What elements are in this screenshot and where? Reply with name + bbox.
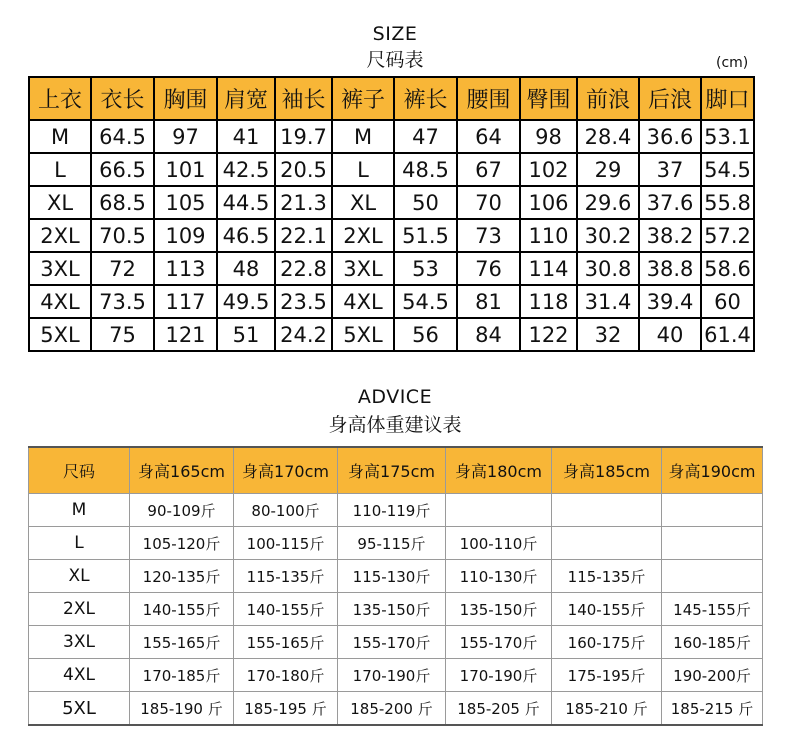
size-header-cell: 脚口 xyxy=(701,77,754,120)
advice-cell: L xyxy=(29,527,130,560)
advice-cell: 140-155斤 xyxy=(130,593,234,626)
advice-cell: 4XL xyxy=(29,659,130,692)
size-cell: 68.5 xyxy=(91,186,154,219)
size-cell: 2XL xyxy=(332,219,394,252)
size-cell: 22.1 xyxy=(275,219,332,252)
size-cell: 75 xyxy=(91,318,154,351)
table-row xyxy=(29,252,754,285)
size-cell: 48.5 xyxy=(394,153,457,186)
size-title-en: SIZE xyxy=(372,23,418,45)
size-header-cell: 肩宽 xyxy=(217,77,275,120)
size-cell: 66.5 xyxy=(91,153,154,186)
size-cell: 5XL xyxy=(29,318,91,351)
size-cell: 61.4 xyxy=(701,318,754,351)
advice-table xyxy=(28,446,763,726)
advice-cell: 115-130斤 xyxy=(338,560,446,593)
advice-cell: 155-165斤 xyxy=(130,626,234,659)
size-cell: 58.6 xyxy=(701,252,754,285)
advice-cell: 155-170斤 xyxy=(446,626,552,659)
size-cell: 24.2 xyxy=(275,318,332,351)
table-row xyxy=(29,560,763,593)
size-cell: 5XL xyxy=(332,318,394,351)
size-cell: 29 xyxy=(577,153,639,186)
size-cell: 41 xyxy=(217,120,275,153)
size-header-row xyxy=(29,77,754,120)
advice-cell xyxy=(662,560,763,593)
size-cell: M xyxy=(332,120,394,153)
size-header-cell: 腰围 xyxy=(457,77,520,120)
size-cell: 51 xyxy=(217,318,275,351)
size-cell: 3XL xyxy=(332,252,394,285)
table-row xyxy=(29,219,754,252)
advice-cell: 80-100斤 xyxy=(234,494,338,527)
size-cell: 30.8 xyxy=(577,252,639,285)
size-cell: 22.8 xyxy=(275,252,332,285)
advice-header-cell: 身高185cm xyxy=(552,447,662,494)
size-cell: 102 xyxy=(520,153,577,186)
table-row xyxy=(29,285,754,318)
advice-cell: 135-150斤 xyxy=(338,593,446,626)
size-cell: 55.8 xyxy=(701,186,754,219)
size-header-cell: 后浪 xyxy=(639,77,701,120)
size-cell: L xyxy=(29,153,91,186)
size-cell: 110 xyxy=(520,219,577,252)
advice-cell: 140-155斤 xyxy=(552,593,662,626)
size-cell: 54.5 xyxy=(701,153,754,186)
advice-cell: 140-155斤 xyxy=(234,593,338,626)
advice-cell: 185-205 斤 xyxy=(446,692,552,726)
size-cell: 20.5 xyxy=(275,153,332,186)
table-row xyxy=(29,527,763,560)
size-cell: 39.4 xyxy=(639,285,701,318)
advice-cell: 115-135斤 xyxy=(552,560,662,593)
size-cell: 2XL xyxy=(29,219,91,252)
size-cell: 64.5 xyxy=(91,120,154,153)
size-cell: 46.5 xyxy=(217,219,275,252)
size-cell: 113 xyxy=(154,252,217,285)
size-header-cell: 袖长 xyxy=(275,77,332,120)
size-cell: 57.2 xyxy=(701,219,754,252)
size-cell: 32 xyxy=(577,318,639,351)
advice-cell xyxy=(662,494,763,527)
size-cell: 4XL xyxy=(29,285,91,318)
size-cell: 23.5 xyxy=(275,285,332,318)
advice-cell: 95-115斤 xyxy=(338,527,446,560)
size-cell: L xyxy=(332,153,394,186)
advice-cell: 185-210 斤 xyxy=(552,692,662,726)
advice-cell: 155-165斤 xyxy=(234,626,338,659)
advice-cell: 160-185斤 xyxy=(662,626,763,659)
advice-cell: 185-200 斤 xyxy=(338,692,446,726)
size-cell: 72 xyxy=(91,252,154,285)
size-cell: 98 xyxy=(520,120,577,153)
advice-cell: 170-180斤 xyxy=(234,659,338,692)
size-header-cell: 胸围 xyxy=(154,77,217,120)
advice-cell: M xyxy=(29,494,130,527)
size-header-cell: 裤长 xyxy=(394,77,457,120)
size-cell: 40 xyxy=(639,318,701,351)
advice-cell: 120-135斤 xyxy=(130,560,234,593)
advice-cell: 170-185斤 xyxy=(130,659,234,692)
advice-cell: 110-130斤 xyxy=(446,560,552,593)
size-cell: 54.5 xyxy=(394,285,457,318)
size-cell: 56 xyxy=(394,318,457,351)
size-unit-label: (cm) xyxy=(716,55,749,71)
advice-cell: 185-190 斤 xyxy=(130,692,234,726)
advice-cell: 175-195斤 xyxy=(552,659,662,692)
advice-cell xyxy=(552,527,662,560)
size-cell: 38.2 xyxy=(639,219,701,252)
size-cell: 84 xyxy=(457,318,520,351)
size-cell: 42.5 xyxy=(217,153,275,186)
size-cell: 64 xyxy=(457,120,520,153)
advice-cell xyxy=(446,494,552,527)
size-cell: 28.4 xyxy=(577,120,639,153)
size-cell: M xyxy=(29,120,91,153)
advice-header-cell: 尺码 xyxy=(29,447,130,494)
size-cell: 47 xyxy=(394,120,457,153)
size-header-cell: 裤子 xyxy=(332,77,394,120)
table-row xyxy=(29,120,754,153)
advice-header-cell: 身高190cm xyxy=(662,447,763,494)
advice-cell: 145-155斤 xyxy=(662,593,763,626)
advice-header-cell: 身高180cm xyxy=(446,447,552,494)
size-header-cell: 上衣 xyxy=(29,77,91,120)
size-cell: 36.6 xyxy=(639,120,701,153)
table-row xyxy=(29,626,763,659)
size-cell: 118 xyxy=(520,285,577,318)
advice-cell: 110-119斤 xyxy=(338,494,446,527)
size-cell: 31.4 xyxy=(577,285,639,318)
size-cell: XL xyxy=(29,186,91,219)
size-cell: 101 xyxy=(154,153,217,186)
advice-cell: 100-110斤 xyxy=(446,527,552,560)
advice-header-cell: 身高165cm xyxy=(130,447,234,494)
advice-cell: 185-215 斤 xyxy=(662,692,763,726)
size-cell: 121 xyxy=(154,318,217,351)
advice-header-cell: 身高175cm xyxy=(338,447,446,494)
size-cell: 21.3 xyxy=(275,186,332,219)
advice-cell: 2XL xyxy=(29,593,130,626)
size-cell: 53 xyxy=(394,252,457,285)
size-cell: 67 xyxy=(457,153,520,186)
advice-cell: 185-195 斤 xyxy=(234,692,338,726)
size-cell: 53.1 xyxy=(701,120,754,153)
size-cell: 114 xyxy=(520,252,577,285)
size-cell: 51.5 xyxy=(394,219,457,252)
size-header-cell: 臀围 xyxy=(520,77,577,120)
advice-title-en: ADVICE xyxy=(357,386,433,408)
size-cell: 105 xyxy=(154,186,217,219)
advice-cell: 90-109斤 xyxy=(130,494,234,527)
size-cell: 122 xyxy=(520,318,577,351)
advice-cell: XL xyxy=(29,560,130,593)
size-cell: 76 xyxy=(457,252,520,285)
advice-cell: 170-190斤 xyxy=(338,659,446,692)
advice-cell: 170-190斤 xyxy=(446,659,552,692)
advice-cell: 100-115斤 xyxy=(234,527,338,560)
advice-cell: 155-170斤 xyxy=(338,626,446,659)
size-cell: 73 xyxy=(457,219,520,252)
advice-cell: 115-135斤 xyxy=(234,560,338,593)
size-cell: 117 xyxy=(154,285,217,318)
size-cell: 50 xyxy=(394,186,457,219)
table-row xyxy=(29,659,763,692)
table-row xyxy=(29,318,754,351)
table-row xyxy=(29,692,763,726)
size-cell: 48 xyxy=(217,252,275,285)
advice-cell xyxy=(552,494,662,527)
size-cell: 49.5 xyxy=(217,285,275,318)
size-cell: 70.5 xyxy=(91,219,154,252)
advice-cell: 190-200斤 xyxy=(662,659,763,692)
size-cell: XL xyxy=(332,186,394,219)
size-title-zh: 尺码表 xyxy=(366,49,424,71)
size-cell: 70 xyxy=(457,186,520,219)
size-cell: 109 xyxy=(154,219,217,252)
table-row xyxy=(29,186,754,219)
size-cell: 44.5 xyxy=(217,186,275,219)
advice-cell: 3XL xyxy=(29,626,130,659)
size-cell: 38.8 xyxy=(639,252,701,285)
size-cell: 97 xyxy=(154,120,217,153)
advice-header-cell: 身高170cm xyxy=(234,447,338,494)
table-row xyxy=(29,494,763,527)
size-cell: 19.7 xyxy=(275,120,332,153)
size-cell: 29.6 xyxy=(577,186,639,219)
size-cell: 37.6 xyxy=(639,186,701,219)
size-header-cell: 前浪 xyxy=(577,77,639,120)
size-cell: 3XL xyxy=(29,252,91,285)
advice-cell: 105-120斤 xyxy=(130,527,234,560)
table-row xyxy=(29,153,754,186)
advice-cell: 135-150斤 xyxy=(446,593,552,626)
advice-title-zh: 身高体重建议表 xyxy=(328,414,462,436)
size-cell: 30.2 xyxy=(577,219,639,252)
advice-cell xyxy=(662,527,763,560)
size-table xyxy=(28,76,755,352)
size-header-cell: 衣长 xyxy=(91,77,154,120)
advice-cell: 160-175斤 xyxy=(552,626,662,659)
table-row xyxy=(29,593,763,626)
size-cell: 81 xyxy=(457,285,520,318)
size-cell: 37 xyxy=(639,153,701,186)
advice-cell: 5XL xyxy=(29,692,130,726)
size-cell: 60 xyxy=(701,285,754,318)
size-cell: 73.5 xyxy=(91,285,154,318)
size-cell: 106 xyxy=(520,186,577,219)
size-cell: 4XL xyxy=(332,285,394,318)
advice-header-row xyxy=(29,447,763,494)
